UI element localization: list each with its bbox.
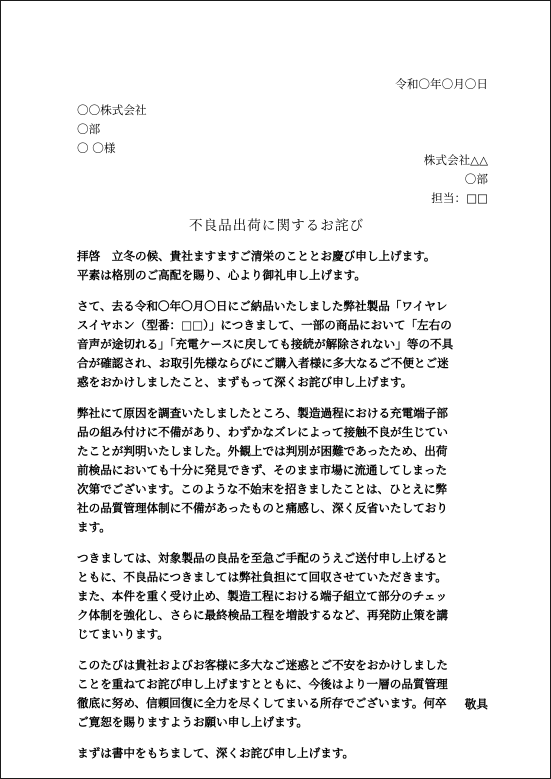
text-line: 惑をおかけしましたこと、まずもって深くお詫び申し上げます。 bbox=[77, 375, 413, 389]
text-line: じてまいります。 bbox=[77, 627, 169, 641]
text-line: また、本件を重く受け止め、製造工程における端子組立て部分のチェッ bbox=[77, 589, 448, 603]
text-line: まずは書中をもちまして、深くお詫び申し上げます。 bbox=[77, 746, 355, 760]
sender-company: 株式会社△△ bbox=[423, 153, 488, 167]
text-line: 弊社にて原因を調査いたしましたところ、製造過程における充電端子部 bbox=[77, 406, 449, 420]
paragraph-closing-sentence bbox=[77, 744, 493, 763]
text-line: 次第でございます。このような不始末を招きましたことは、ひとえに弊 bbox=[77, 482, 448, 496]
text-line: ことを重ねてお詫び申し上げますとともに、今後はより一層の品質管理 bbox=[77, 677, 448, 691]
text-line: 社の品質管理体制に不備があったものと痛感し、深く反省いたしており bbox=[77, 501, 448, 515]
sender-block bbox=[424, 151, 488, 208]
recipient-company: 〇〇株式会社 bbox=[77, 103, 147, 117]
paragraph-cause bbox=[77, 404, 493, 537]
letter-body bbox=[77, 247, 493, 775]
paragraph-incident bbox=[77, 297, 493, 392]
text-line: たことが判明いたしました。外観上では判別が困難であったため、出荷 bbox=[77, 444, 448, 458]
text-line: ご寛恕を賜りますようお願い申し上げます。 bbox=[77, 715, 308, 729]
paragraph-remedy bbox=[77, 549, 493, 644]
text-line: さて、去る令和〇年〇月〇日にご納品いたしました弊社製品「ワイヤレ bbox=[77, 299, 448, 313]
paragraph-greeting bbox=[77, 247, 493, 285]
text-line: 音声が途切れる」「充電ケースに戻しても接続が解除されない」等の不具 bbox=[77, 337, 454, 351]
recipient-person: 〇 〇様 bbox=[77, 141, 116, 155]
sender-person: 担当：□□ bbox=[431, 191, 488, 205]
paragraph-apology bbox=[77, 656, 493, 732]
text-line: スイヤホン（型番：□□）」につきまして、一部の商品において「左右の bbox=[77, 318, 452, 332]
text-line: このたびは貴社およびお客様に多大なご迷惑とご不安をおかけしました bbox=[77, 658, 449, 672]
letter-title: 不良品出荷に関するお詫び bbox=[188, 218, 365, 234]
text-line: 拝啓 立冬の候、貴社ますますご清栄のこととお慶び申し上げます。 bbox=[77, 249, 436, 263]
letter-date: 令和〇年〇月〇日 bbox=[395, 77, 488, 91]
text-line: つきましては、対象製品の良品を至急ご手配のうえご送付申し上げると bbox=[77, 551, 449, 565]
recipient-department: 〇部 bbox=[77, 122, 101, 136]
text-line: 前検品においても十分に発見できず、そのまま市場に流通してしまった bbox=[77, 463, 448, 477]
recipient-block bbox=[77, 101, 147, 158]
text-line: ク体制を強化し、さらに最終検品工程を増設するなど、再発防止策を講 bbox=[77, 608, 449, 622]
text-line: 品の組み付けに不備があり、わずかなズレによって接触不良が生じてい bbox=[77, 425, 449, 439]
text-line: ます。 bbox=[77, 520, 111, 534]
closing-keigu: 敬具 bbox=[464, 697, 488, 711]
sender-department: 〇部 bbox=[464, 172, 488, 186]
text-line: ともに、不良品につきましては弊社負担にて回収させていただきます。 bbox=[77, 570, 447, 584]
text-line: 合が確認され、お取引先様ならびにご購入者様に多大なるご不便とご迷 bbox=[77, 356, 449, 370]
text-line: 徹底に努め、信頼回復に全力を尽くしてまいる所存でございます。何卒 bbox=[77, 696, 447, 710]
text-line: 平素は格別のご高配を賜り、心より御礼申し上げます。 bbox=[77, 268, 366, 282]
